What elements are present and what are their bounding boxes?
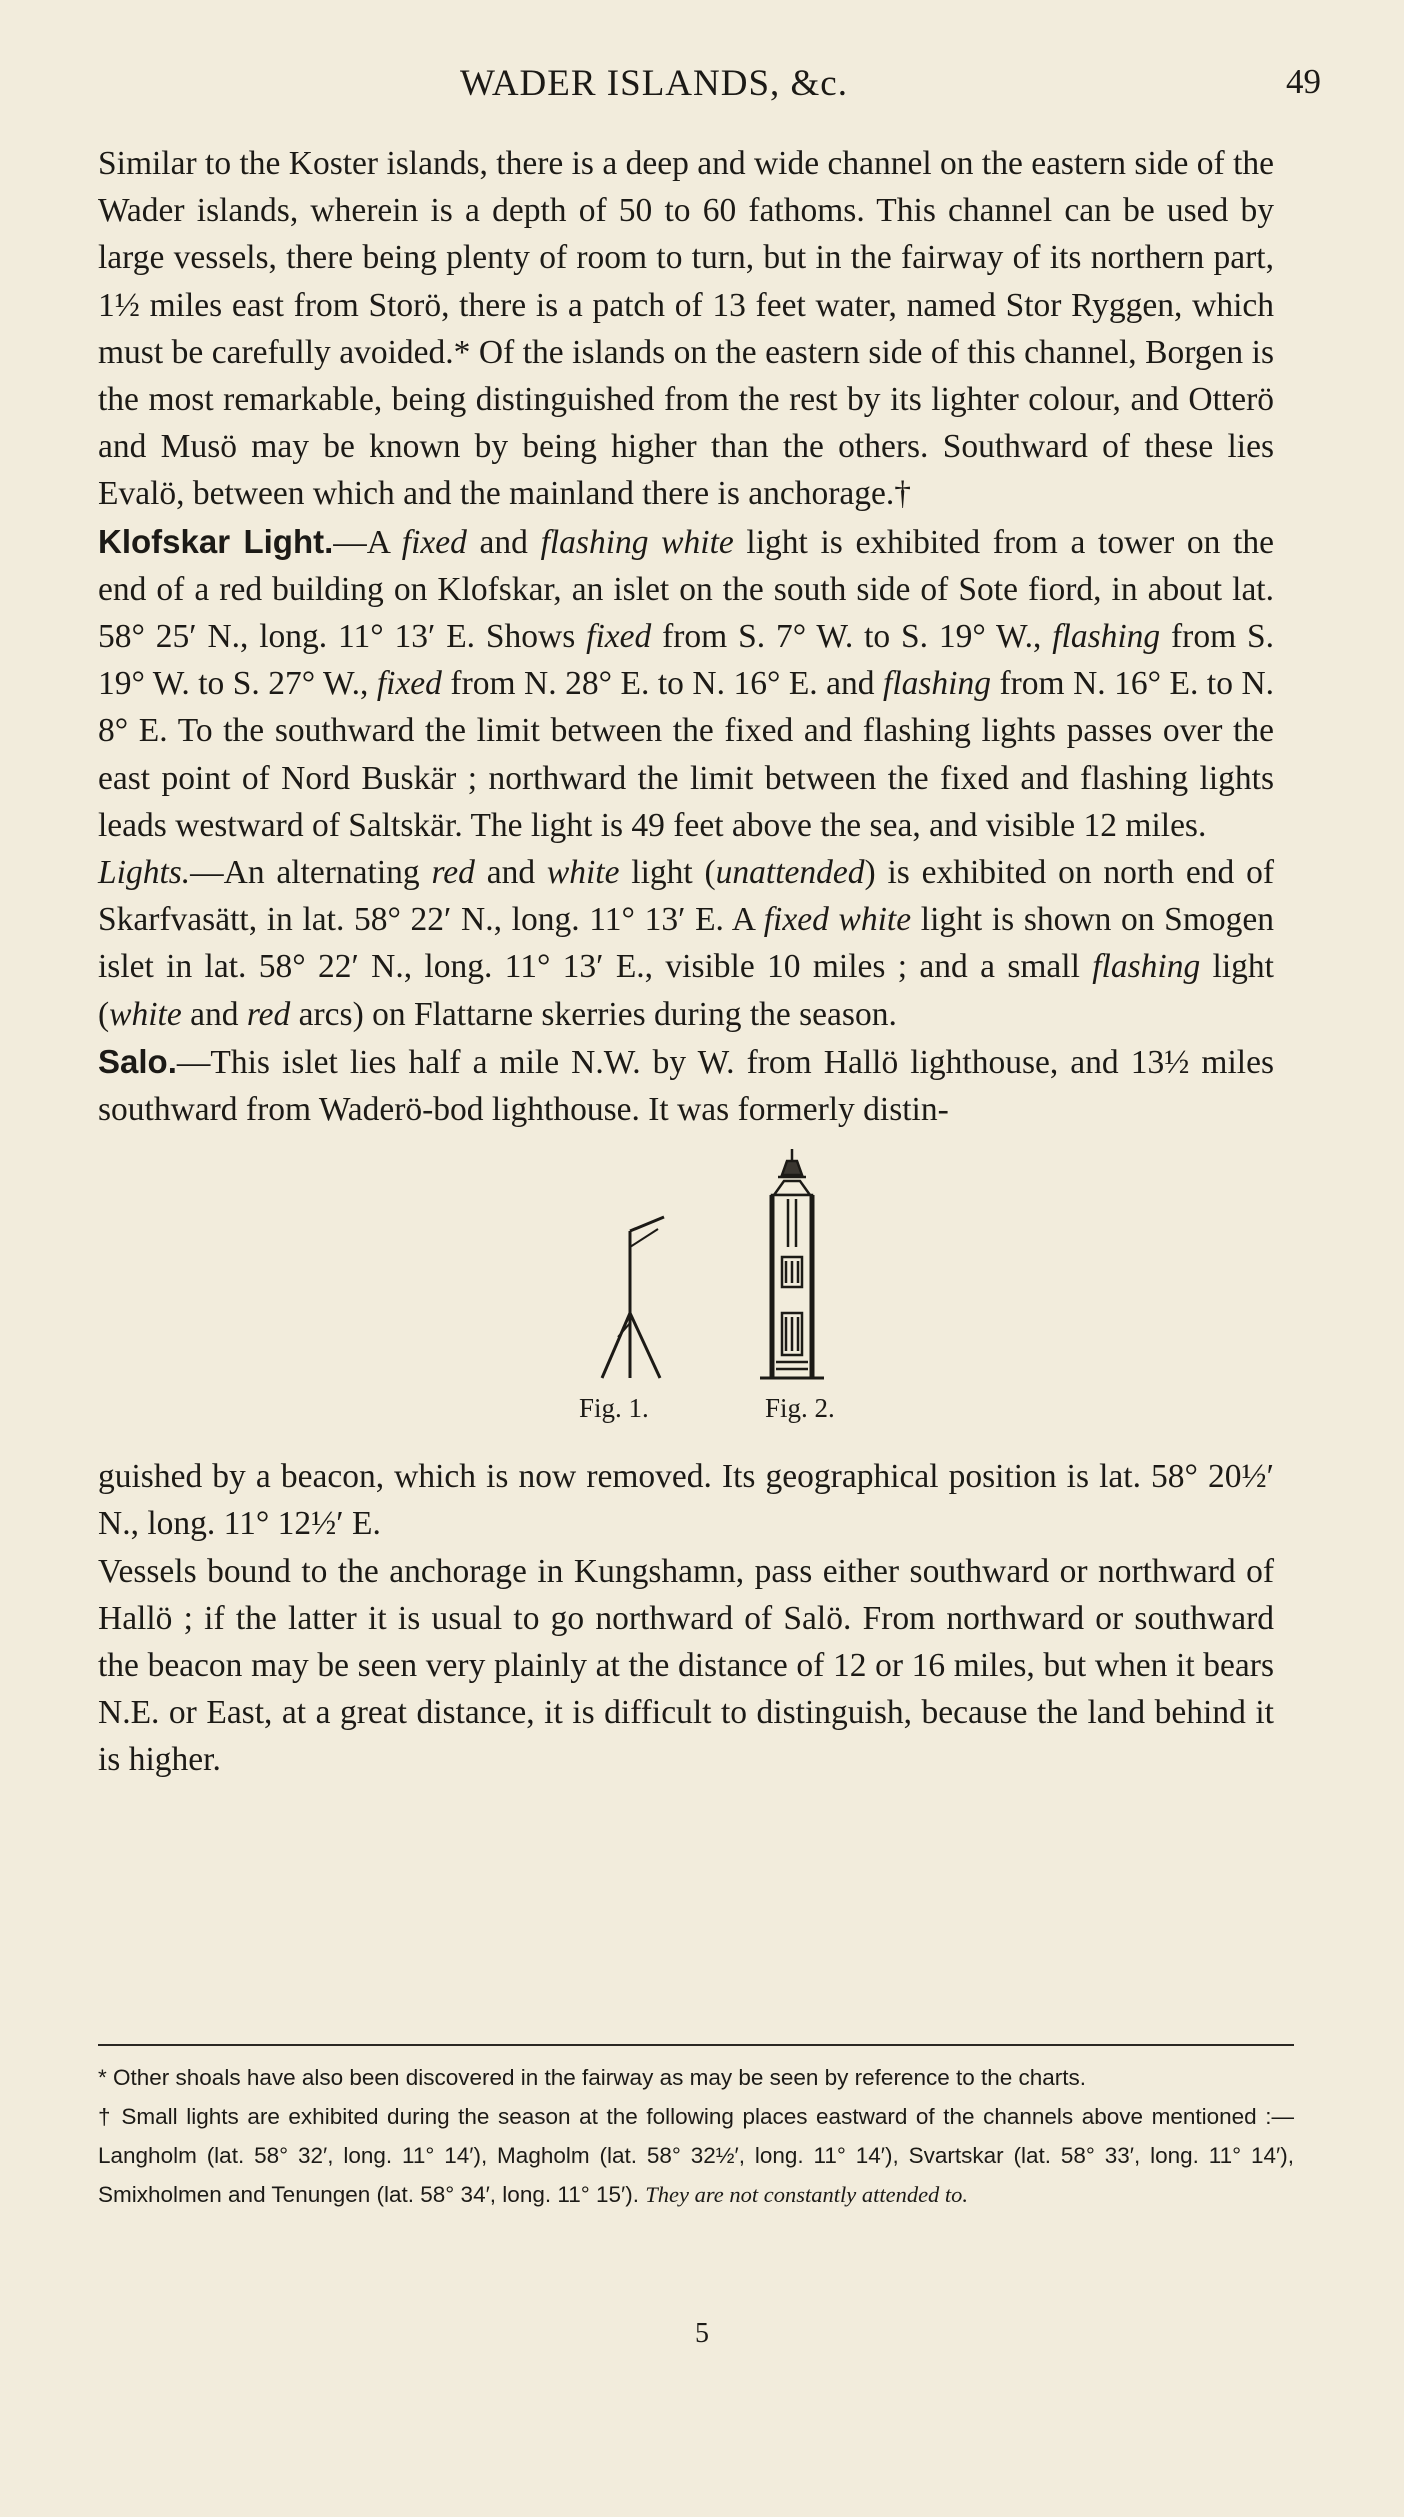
paragraph-salo-continued: guished by a beacon, which is now removed. Its geographical position is lat. 58° 20½′ N., long. 11° 12½′ E.	[98, 1458, 1274, 1543]
figure-beacon-lighthouse	[98, 1137, 1274, 1447]
text-run: —An alternating	[190, 854, 432, 892]
italic-run: unattended	[715, 854, 865, 892]
text-run: from S. 7° W. to S. 19° W.,	[651, 618, 1053, 656]
text-run: and	[474, 854, 547, 892]
text-run: from N. 16° E. to N. 8° E. To the southward the limit between the fixed and flashing lights passes over the east point of Nord Buskär ; northward the limit between the fixed and flashing lights leads westward of Saltskär. The light is 49 feet above the sea, and visible 12 miles.	[98, 665, 1275, 844]
figure-1-caption: Fig. 1.	[579, 1393, 649, 1424]
paragraph-wader-channel: Similar to the Koster islands, there is a deep and wide channel on the eastern side of the Wader islands, wherein is a depth of 50 to 60 fathoms. This channel can be used by large vessels, there being plenty of room to turn, but in the fairway of its northern part, 1½ miles east from Storö, there is a patch of 13 feet water, named Stor Ryggen, which must be carefully avoided.* Of the islands on the eastern side of this channel, Borgen is the most remarkable, being distinguished from the rest by its lighter colour, and Otterö and Musö may be known by being higher than the others. Southward of these lies Evalö, between which and the mainland there is anchorage.†	[98, 145, 1274, 513]
beacon-drawing	[602, 1217, 664, 1378]
side-heading-lights: Lights.	[98, 854, 191, 892]
italic-run: flashing	[1092, 948, 1201, 986]
text-run: light is exhibited from a tower on the end of a red building on Klofskar, an islet on the south side of Sote fiord, in about lat. 58° 25′ N., long. 11° 13′ E. Shows	[98, 523, 1274, 656]
italic-run: fixed	[376, 665, 442, 703]
footnote-dagger	[98, 2097, 1294, 2214]
italic-run: red	[246, 995, 291, 1033]
italic-run: fixed	[401, 523, 467, 561]
main-text	[98, 140, 1274, 1784]
italic-run: flashing	[883, 665, 991, 703]
text-run: and	[181, 995, 247, 1033]
side-heading-klofskar: Klofskar Light.	[98, 522, 334, 560]
paragraph-lights	[98, 849, 1274, 1038]
paragraph-kungshamn: Vessels bound to the anchorage in Kungshamn, pass either southward or northward of Hallö ; if the latter it is usual to go northward of Salö. From northward or southward the beacon may be seen very plainly at the distance of 12 or 16 miles, but when it bears N.E. or East, at a great distance, it is difficult to distinguish, because the land behind it is higher.	[98, 1552, 1274, 1779]
text-run: ) is exhibited on north end of Skarfvasätt, in lat. 58° 22′ N., long. 11° 13′ E. A	[98, 854, 1274, 939]
figure-2-caption: Fig. 2.	[765, 1393, 835, 1424]
text-run: light is shown on Smogen islet in lat. 58° 22′ N., long. 11° 13′ E., visible 10 miles ; and a small	[98, 901, 1274, 986]
paragraph-klofskar-light	[98, 518, 1274, 849]
text-run: light (	[98, 948, 1274, 1033]
italic-run: flashing	[1052, 618, 1161, 656]
side-heading-salo: Salo.	[98, 1042, 177, 1080]
text-run: —A	[333, 523, 402, 561]
italic-run: They are not constantly attended to.	[645, 2182, 969, 2207]
footnote-asterisk: * Other shoals have also been discovered in the fairway as may be seen by reference to the charts.	[98, 2065, 1087, 2090]
text-run: —This islet lies half a mile N.W. by W. from Hallö lighthouse, and 13½ miles southward from Waderö-bod lighthouse. It was formerly distin-	[98, 1043, 1274, 1129]
italic-run: white	[109, 995, 182, 1033]
text-run: from N. 28° E. to N. 16° E. and	[441, 665, 884, 703]
page-number: 49	[1286, 62, 1321, 101]
footnote-rule	[98, 2044, 1294, 2046]
text-run: and	[466, 523, 541, 561]
text-run: light (	[619, 854, 716, 892]
page-header	[0, 62, 1404, 112]
lighthouse-drawing	[760, 1149, 824, 1378]
text-run: † Small lights are exhibited during the season at the following places eastward of the channels above mentioned :—Langholm (lat. 58° 32′, long. 11° 14′), Magholm (lat. 58° 32½′, long. 11° 14′), Svartskar (lat. 58° 33′, long. 11° 14′), Smixholmen and Tenungen (lat. 58° 34′, long. 11° 15′).	[98, 2104, 1294, 2207]
paragraph-salo	[98, 1038, 1274, 1133]
running-head: WADER ISLANDS, &c.	[460, 63, 848, 104]
footnotes	[98, 2058, 1294, 2214]
signature-mark: 5	[695, 2318, 709, 2349]
italic-run: white	[546, 854, 620, 892]
text-run: from S. 19° W. to S. 27° W.,	[98, 618, 1275, 703]
italic-run: flashing white	[540, 523, 734, 561]
italic-run: fixed	[586, 618, 652, 656]
italic-run: red	[431, 854, 475, 892]
figure-illustration	[98, 1137, 1274, 1447]
italic-run: fixed white	[763, 901, 912, 939]
text-run: arcs) on Flattarne skerries during the season.	[290, 995, 897, 1033]
